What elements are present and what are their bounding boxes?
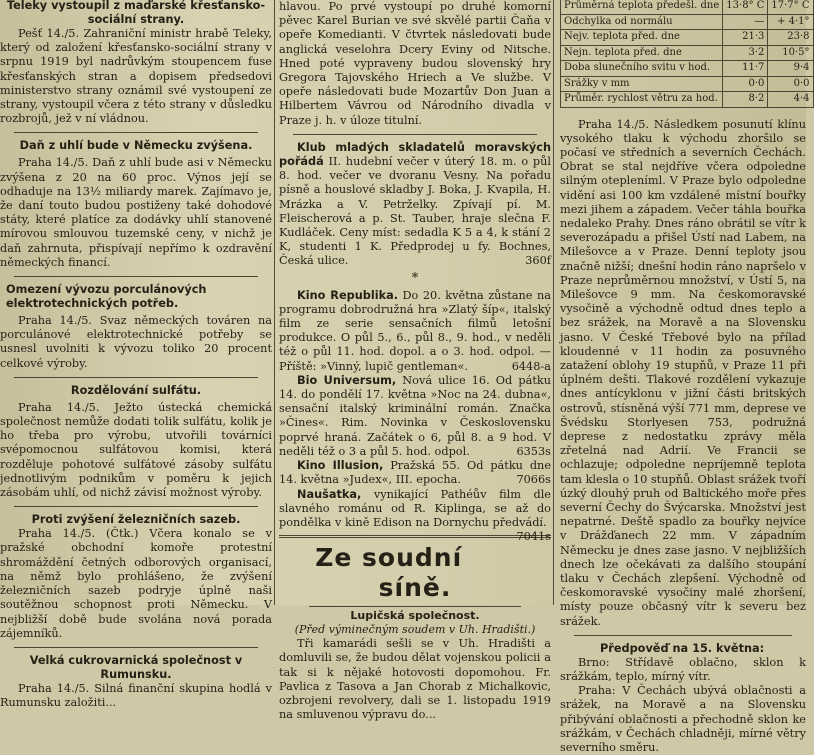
weather-value: —: [723, 14, 768, 30]
weather-label: Srážky v mm: [561, 76, 723, 92]
article-body: Praha 14./5. (Čtk.) Včera konalo se v pražské obchodní komoře protestní shromáždění četných odborových organisací, na němž bylo prohlášeno, že zvýšení železničních sazeb podryje úplně naši soutěžnou schopnost proti Německu. V nejbližší době bude svolána nová porada zájemníků.: [0, 527, 272, 640]
forecast-brno: Brno: Střídavě oblačno, sklon k srážkám, teplo, mírný vítr.: [560, 655, 806, 684]
forecast-heading: Předpověď na 15. května:: [600, 641, 765, 655]
article-heading: Omezení vývozu porculánových elektrotechnických potřeb.: [6, 283, 207, 311]
article-body: Praha 14./5. Daň z uhlí bude asi v Německu zvýšena z 20 na 60 proc. Výnos její se odhaduje na 13½ miliardy marek. Zajímavo je, že daní touto budou postiženy také dohodové státy, které platíce za dodávky uhlí stanovené mírovou smlouvou tuzemské ceny, v nichž je daň zahrnuta, přispívají nepřímo k ozdravění německých financí.: [0, 156, 272, 269]
article-divider: [293, 134, 537, 135]
weather-label: Nejv. teplota před. dne: [561, 30, 723, 46]
weather-value: 4·4: [768, 92, 813, 108]
weather-label: Průměrná teplota předešl. dne: [561, 0, 723, 14]
weather-value: 10·5°: [768, 45, 813, 61]
weather-row: [561, 61, 814, 77]
article-body: Praha 14./5. Ježto ústecká chemická společnost nemůže dodati tolik sulfátu, kolik je ho třeba pro výrobu, utvořili továrníci svépomocnou sulfátovou komisi, která rozděluje pohotové sulfátové zásoby sulfátu jednotlivým podnikům v poměru k jejich zásobám uhlí, od nichž závisí možnost výroby.: [0, 400, 272, 500]
cinema-text: Pražská 55. Od pátku dne 14. května »Judex«, III. epocha.: [279, 459, 552, 487]
column-rule: [274, 0, 275, 605]
article-heading: Teleky vystoupil z maďarské křesťansko-sociální strany.: [6, 0, 266, 26]
weather-value: 21·3: [723, 30, 768, 46]
cinema-ad: [279, 487, 551, 544]
star-separator: *: [411, 270, 419, 286]
weather-row: [561, 92, 814, 108]
weather-report: Praha 14./5. Následkem posunutí klínu vysokého tlaku k východu zhoršilo se počasí ve středních a severních Čechách. Obrat se stal nejdříve včera odpoledne silným otepleníml. V Praze bylo odpoledne vidění asi 100 km vzdálené místní bouřky mezi jihem a západem. Večer táhla bouřka nedaleko Prahy. Dnes ráno obrátil se vítr k severozápadu a přišel Ústí nad Labem, na Milešovce a v Praze. Denní teploty jsou značně nižší; dnešní hodin ráno napršelo v Praze neprůměrnou množství, v Ústí 5, na Milešovce 9 mm. Na českomoravské vysočině a východně odtud dnes teplo a bez srážek, na Moravě a na Slovensku jasno. V České Třebové bylo na přílad kloudenné v 11 hodin za posuvného zatažení oblohy 19 stupňů, v Praze 11 při úplném dešti. Tlakové rozdělení vykazuje dnes antícyklonu v jižní části britských ostrovů, stísněná výší 771 mm, deprese ve Švédsku Storlyesen 753, podružná deprese z nedostatku zprávy měla zřetelná nad Adrií. Ve Francii se ochlazuje; odpoledne nepríjemně teplota tam klesla o 10 stupňů. Oblast srážek tvoří úzký dlouhý pruh od Baltického moře přes severní Čechy do Švýcarska. Množství jest nepatrné. Deště spadlo za bouřky nejvíce v Drážďanech 22 mm. V západním Německu je dnes zase jasno. V nejbližších dnech lze očekávati za dalšího stoupání tlaku v Čechách zlepšení. Východně od českomoravské vysočiny malé zhoršení, místy pouze občasný vítr k severu bez srážek.: [560, 117, 806, 628]
weather-value: 0·0: [723, 76, 768, 92]
weather-value: 3·2: [723, 45, 768, 61]
concert-body: II. hudební večer v úterý 18. m. o půl 8. hod. večer ve dvoranu Vesny. Na pořadu písně a houslové skladby J. Boka, J. Kvapila, H. Mrázka a V. Petrželky. Zpívají pí. M. Fleischerová a p. St. Tauber, hraje slečna F. Kudláček. Ceny míst: sedadla K 5 a 4, k stání 2 K, studenti 1 K. Předprodej u fy. Bochnes, Česká ulice.: [279, 155, 552, 268]
column-middle: [279, 0, 552, 722]
article-divider: [14, 647, 258, 648]
article-heading: Velká cukrovarnická společnost v Rumunsku.: [29, 653, 243, 681]
weather-value: 13·8° C: [723, 0, 768, 14]
cinema-text: Nová ulice 16. Od pátku 14. do pondělí 17. května »Noc na 24. dubna«, sensační italský kriminální román. Značka »Čines«. Rim. Novinka v Československu poprvé hraná. Začátek o 6, půl 8. a 9 hod. V neděli též o 3 a půl 5. hod. odpol.: [279, 373, 551, 458]
weather-value: 17·7° C: [768, 0, 813, 14]
weather-row: [561, 45, 814, 61]
weather-value: 0·0: [768, 76, 813, 92]
article-divider: [14, 377, 258, 378]
article-divider: [14, 132, 258, 133]
weather-value: 9·4: [768, 61, 813, 77]
weather-value: 11·7: [723, 61, 768, 77]
article-body: hlavou. Po prvé vystoupí po druhé komorní pěvec Karel Burian ve své skvělé partii Čaňa v opeře Komedianti. V čtvrtek následovati bude anglická veselohra Dcery Eviny od Nitsche. Hned poté vypraveny budou slovenský hry Gregora Tajovského Hriech a Ve službe. V opeře následovati bude Mozartův Don Juan a Hilbertem Vávrou od Národního divadla v Praze j. h. v úloze titulní.: [279, 0, 551, 127]
cinema-text: Do 20. května zůstane na programu dobrodružná hra »Zlatý šíp«, italský film ze serie sensačních filmů letošní produkce. O půl 5., 6., půl 8., 9. hod., v neděli též o půl 11. hod. dopol. a o 3. hod. odpol. — Příště: »Vinný, lupič gentleman«.: [279, 288, 551, 373]
cinema-name: Kino Republika.: [297, 288, 399, 302]
column-right: [560, 0, 810, 755]
cinema-name: Naušatka,: [297, 487, 362, 501]
article-body: Praha 14./5. Silná finanční skupina hodlá v Rumunsku založiti...: [0, 681, 272, 710]
article-heading: Daň z uhlí bude v Německu zvýšena.: [19, 139, 253, 153]
cinema-ad: [279, 289, 551, 374]
article-divider: [14, 506, 258, 507]
weather-value: 8·2: [723, 92, 768, 108]
article-heading: Proti zvýšení železničních sazeb.: [31, 513, 241, 527]
cinema-name: Kino Illusion,: [297, 459, 384, 473]
ad-code: 6353s: [516, 444, 551, 458]
ad-code: 360f: [525, 254, 551, 268]
weather-value: 23·8: [768, 30, 813, 46]
court-subtitle: (Před výminečným soudem v Uh. Hradišti.): [294, 623, 536, 637]
ad-code: 7041s: [516, 530, 551, 544]
article-divider: [14, 276, 258, 277]
weather-value: + 4·1°: [768, 14, 813, 30]
weather-label: Doba slunečního svitu v hod.: [561, 61, 723, 77]
section-banner: Ze soudní síně.: [315, 543, 463, 603]
concert-heading: Klub mladých skladatelů moravských pořádá: [279, 140, 551, 169]
weather-row: [561, 0, 814, 14]
column-rule: [553, 0, 554, 605]
cinema-ad: [279, 459, 551, 487]
article-heading: Rozdělování sulfátu.: [70, 383, 202, 397]
weather-row: [561, 30, 814, 46]
column-left: [0, 0, 272, 710]
weather-row: [561, 76, 814, 92]
ad-code: 6448-a: [511, 359, 551, 373]
cinema-ad: [279, 374, 551, 459]
forecast-praha: Praha: V Čechách ubývá oblačnosti a srážek, na Moravě a na Slovensku přibývání oblačnosti a přechodně sklon ke srážkám, v Čechách chladněji, mírné větry severního směru.: [560, 684, 806, 755]
court-subheading: Lupičská společnost.: [350, 609, 480, 623]
cinema-text: vynikající Pathéův film dle slavného románu od R. Kiplinga, se až do pondělka v kině Edison na Dornychu předvádí.: [279, 487, 551, 529]
article-body: Praha 14./5. Svaz německých továren na porculánové elektrotechnické potřeby se usnesl uvolniti k vývozu toliko 20 procent celkové výroby.: [0, 314, 272, 370]
article-body: Tři kamarádi sešli se v Uh. Hradišti a domluvili se, že budou dělat vojenskou policii a tak si k nějaké hotovosti dopomohou. Fr. Pavlica z Tasova a Jan Chorab z Michalkovic, ozbrojeni revolvery, dali se 1. listopadu 1919 na smluvenou výpravu do...: [279, 637, 551, 722]
cinema-name: Bio Universum,: [297, 373, 397, 387]
article-divider: [574, 635, 792, 636]
article-body: Pešť 14./5. Zahraniční ministr hrabě Teleky, který od založení křesťansko-sociální strany v srpnu 1919 byl nadrůvkým stoupencem fuse křesťanských stran a dopisem předsedovi ministerstvo strany oznámil své vystoupení ze strany, vystoupil včera z této strany v důsledku rozbrojů, jež v ní vládnou.: [0, 27, 272, 126]
ad-code: 7066s: [516, 473, 551, 487]
weather-label: Průměr. rychlost větru za hod.: [561, 92, 723, 108]
cinema-ads: [279, 288, 552, 544]
weather-row: [561, 14, 814, 30]
weather-table: [560, 0, 814, 108]
weather-label: Odchylka od normálu: [561, 14, 723, 30]
concert-notice: [279, 141, 551, 269]
weather-label: Nejn. teplota před. dne: [561, 45, 723, 61]
